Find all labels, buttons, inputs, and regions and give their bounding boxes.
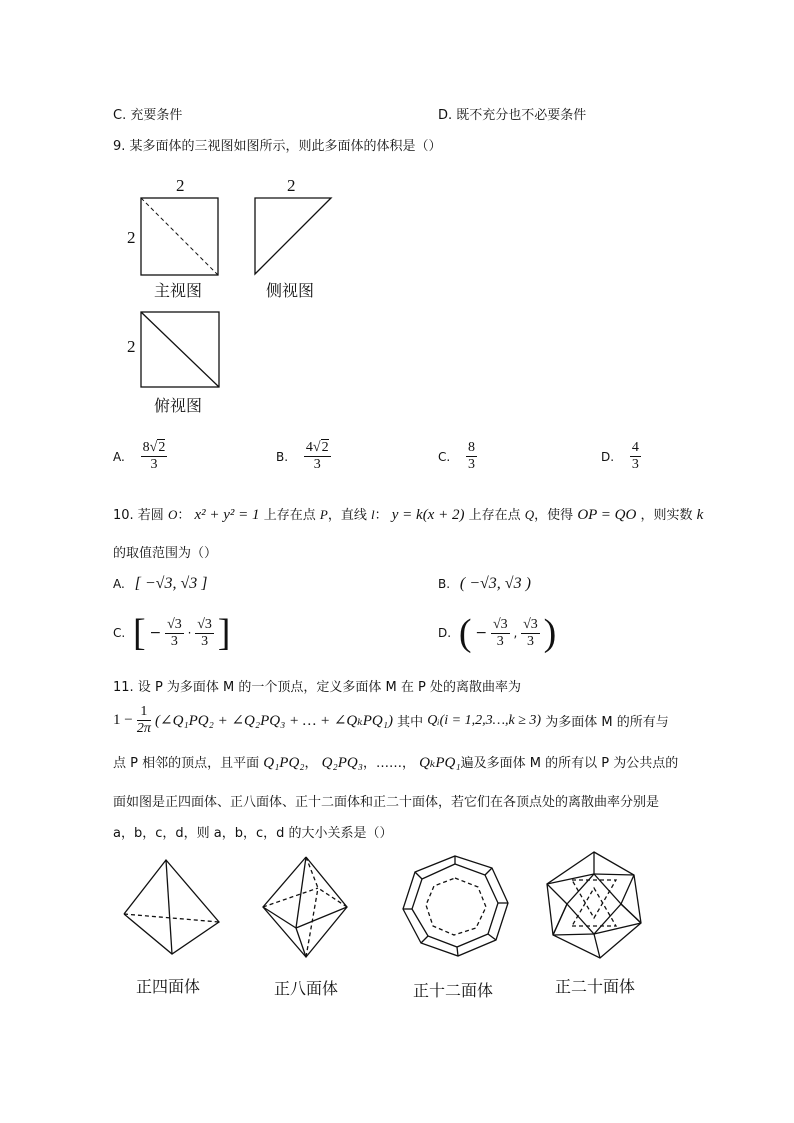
q10-option-b: B. ( −√3, √3 ) (438, 575, 531, 592)
q11-line3: 点 P 相邻的顶点，且平面 Q₁PQ₂， Q₂PQ₃，……， QₖPQ₁遍及多面体 M 的所有以 P 为公共点的 (113, 755, 679, 771)
q9-option-d: D. $\frac{4}{3}$ (601, 440, 639, 472)
q9-option-a: A. $\frac{8√2}{3}$ (113, 440, 166, 472)
top-view-side-dim: 2 (127, 337, 136, 356)
q8-option-d: D. 既不充分也不必要条件 (438, 108, 587, 123)
q10-line2: 的取值范围为（） (113, 546, 218, 561)
q11-line1: 11. 设 P 为多面体 M 的一个顶点，定义多面体 M 在 P 处的离散曲率为 (113, 680, 521, 695)
front-view-top-dim: 2 (176, 176, 185, 195)
q10-option-d: D. ( − $\frac{√3}{3}$ , $\frac{√3}{3}$ ) (438, 612, 557, 654)
front-view-label: 主视图 (154, 281, 203, 300)
front-view-side-dim: 2 (127, 228, 136, 247)
dodecahedron-label: 正十二面体 (413, 981, 494, 1000)
q11-line5: a，b，c，d，则 a，b，c，d 的大小关系是（） (113, 826, 393, 841)
icosahedron-label: 正二十面体 (555, 977, 636, 996)
octahedron-label: 正八面体 (274, 979, 339, 998)
tetrahedron-label: 正四面体 (136, 977, 201, 996)
icosahedron-figure (0, 0, 1, 1)
q11-line2: 1 − $\frac{1}{2\pi}$ (∠Q₁PQ₂ + ∠Q₂PQ₃ + … + ∠QₖPQ₁) 其中 Qᵢ(i = 1,2,3…,k ≥ 3) 为多面体 M 的所有与 (113, 704, 669, 736)
q10-option-a: A. [ −√3, √3 ] (113, 575, 208, 592)
q10-option-c: C. [ − $\frac{√3}{3}$ · $\frac{√3}{3}$ ] (113, 612, 231, 654)
q9-option-c: C. $\frac{8}{3}$ (438, 440, 476, 472)
q8-option-c: C. 充要条件 (113, 108, 183, 123)
side-view-label: 侧视图 (266, 281, 315, 300)
q9-stem: 9. 某多面体的三视图如图所示，则此多面体的体积是（） (113, 139, 442, 154)
q9-option-b: B. $\frac{4√2}{3}$ (276, 440, 329, 472)
q10-line1: 10. 若圆 O： x² + y² = 1 上存在点 P，直线 l： y = k(x + 2) 上存在点 Q，使得 OP = QO ，则实数 k (113, 507, 704, 523)
q11-line4: 面如图是正四面体、正八面体、正十二面体和正二十面体，若它们在各顶点处的离散曲率分别是 (113, 795, 660, 810)
top-view-label: 俯视图 (154, 396, 203, 415)
side-view-top-dim: 2 (287, 176, 296, 195)
